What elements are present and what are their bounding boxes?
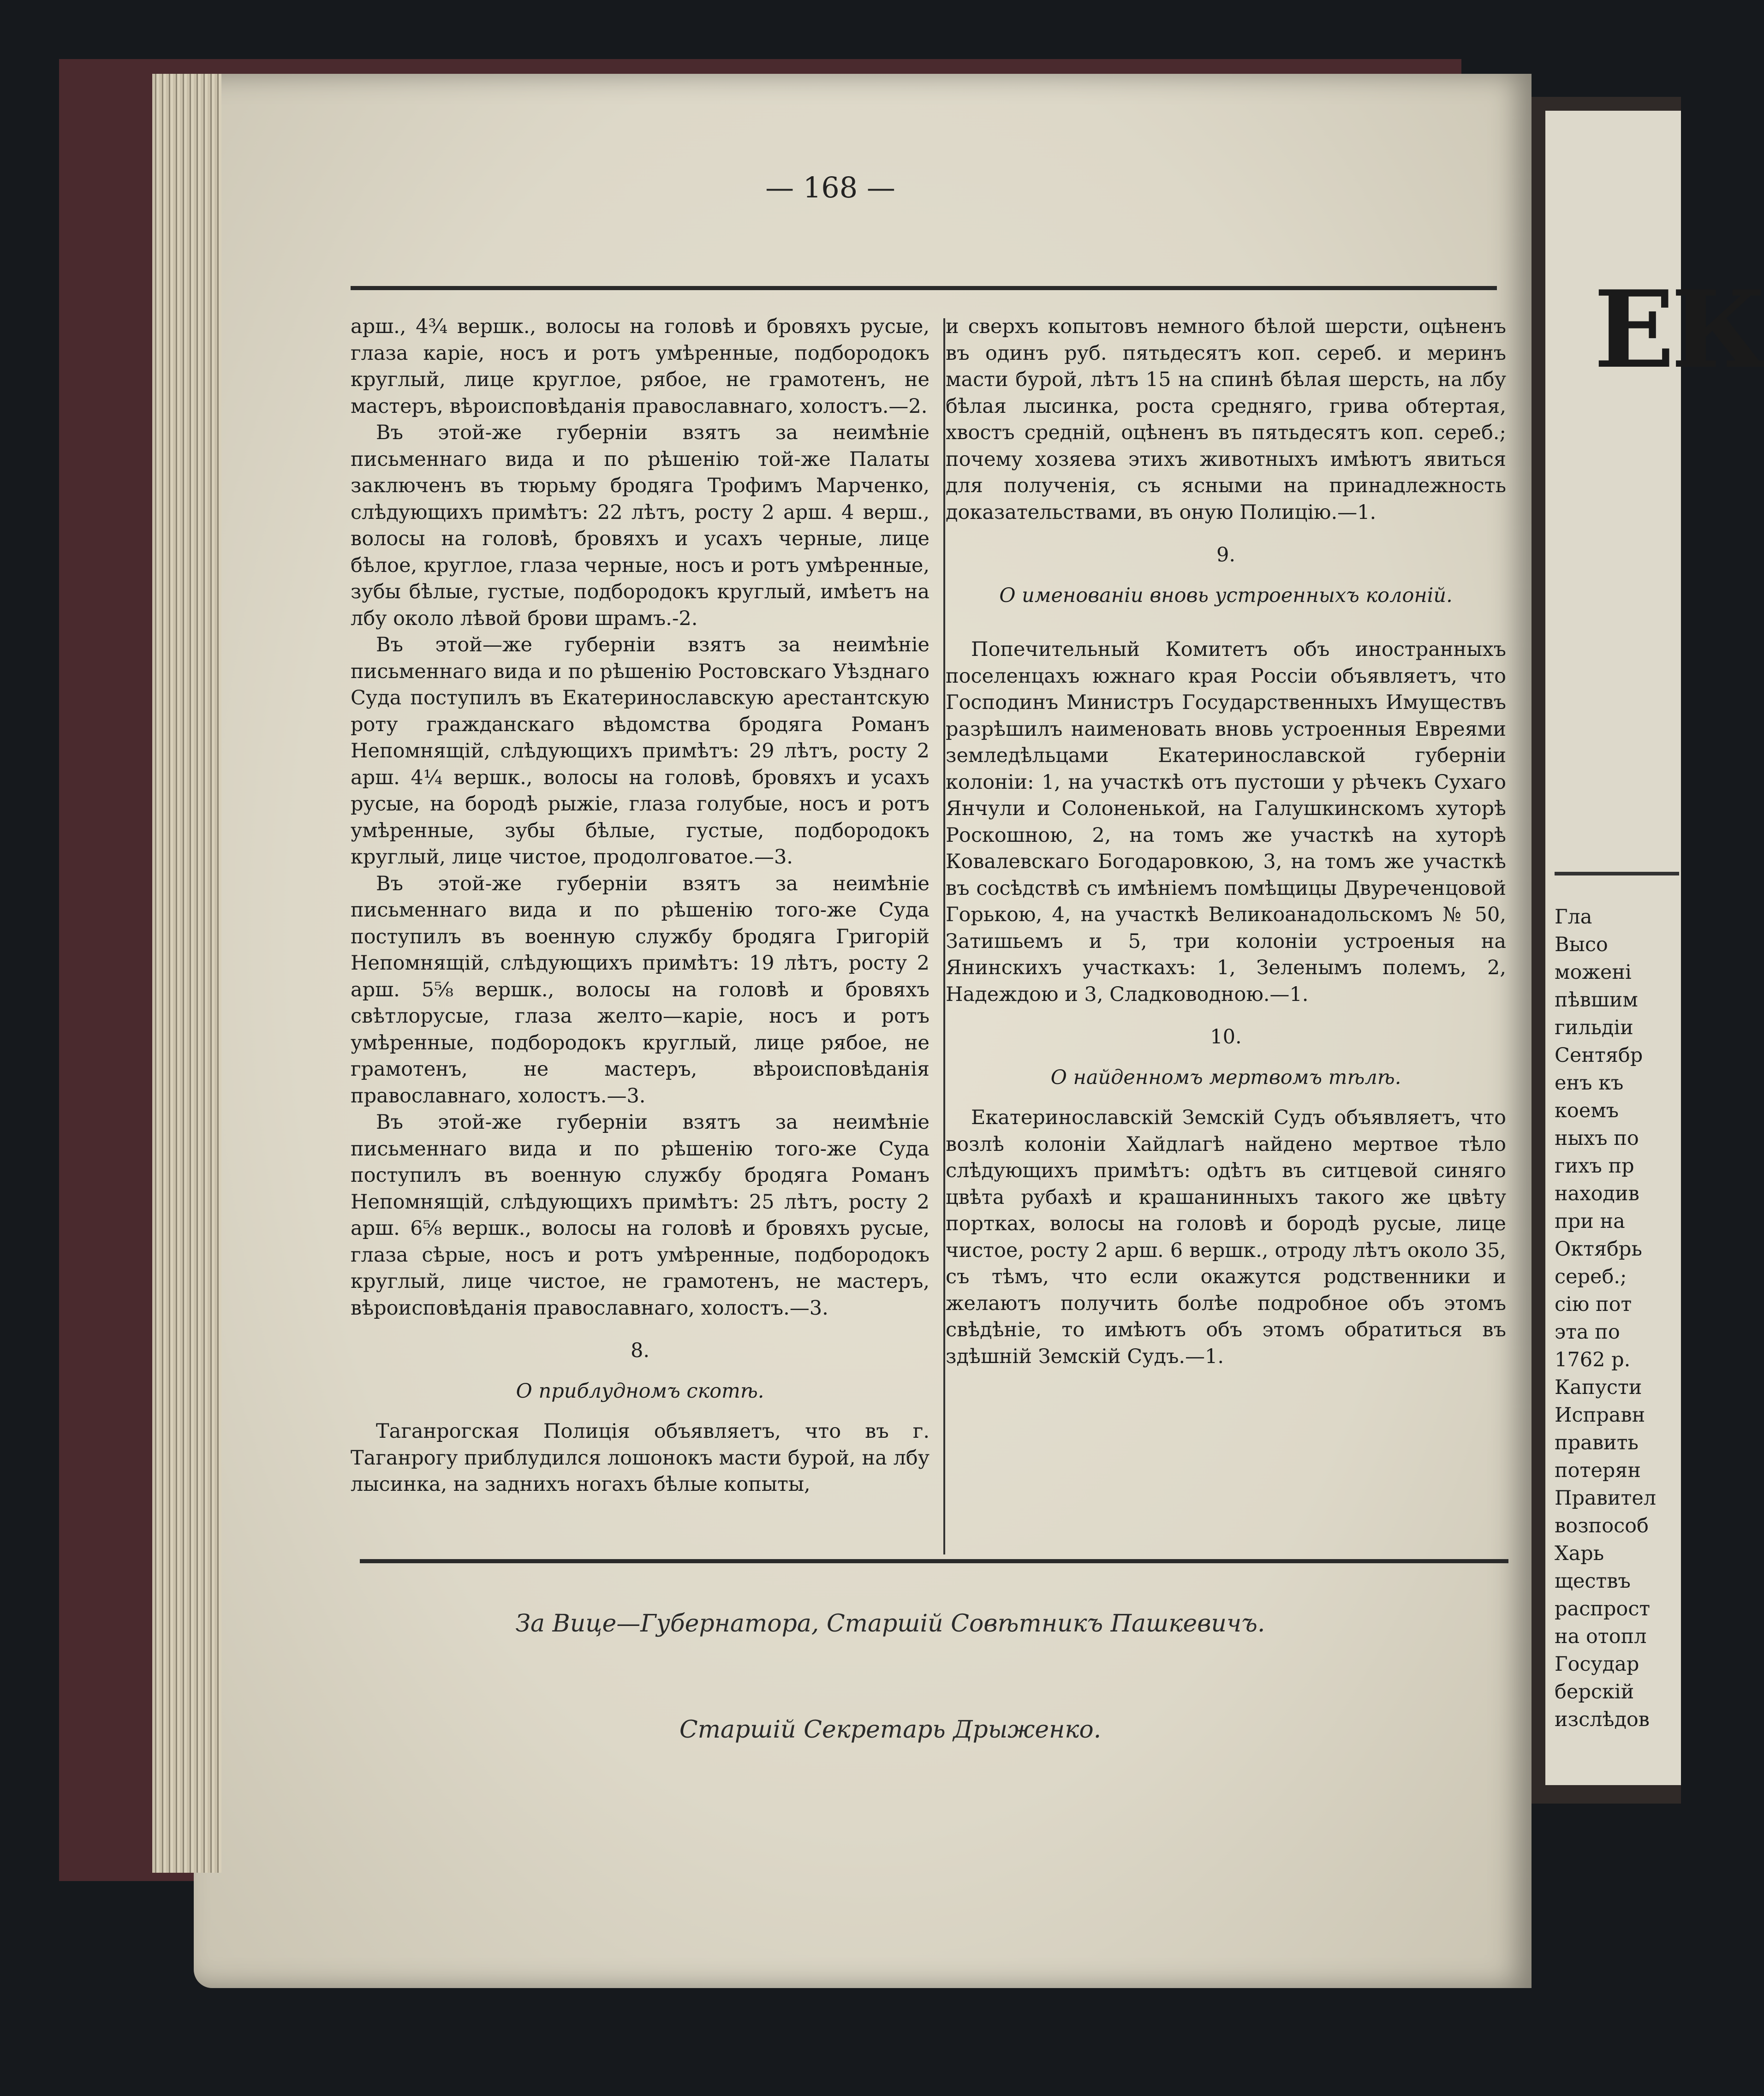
facing-page-line: возпособ bbox=[1555, 1514, 1649, 1537]
facing-page-line: Государ bbox=[1555, 1653, 1639, 1676]
top-rule bbox=[351, 286, 1497, 290]
bottom-rule bbox=[360, 1559, 1508, 1563]
column-divider bbox=[943, 318, 945, 1554]
section-8-number: 8. bbox=[630, 1339, 650, 1362]
facing-page-line: можені bbox=[1555, 961, 1632, 984]
facing-page bbox=[1545, 111, 1764, 1785]
facing-page-line: изслѣдов bbox=[1555, 1708, 1650, 1731]
facing-page-line: распрост bbox=[1555, 1597, 1651, 1620]
section-8-text: Таганрогская Полиція объявляетъ, что въ г. Таганрогу приблудился лошонокъ масти бурой, на лбу лысинка, на заднихъ ногахъ бѣлые копыты, bbox=[351, 1420, 930, 1496]
facing-page-line: гихъ пр bbox=[1555, 1155, 1634, 1178]
left-paragraph-1: арш., 4¾ вершк., волосы на головѣ и бровяхъ русые, глаза каріе, носъ и ротъ умѣренные, подбородокъ круглый, лице круглое, рябое, не грамотенъ, не мастеръ, вѣроисповѣданія православнаго, холостъ.—2. bbox=[351, 315, 930, 418]
left-paragraph-5: Въ этой-же губерніи взятъ за неимѣніе письменнаго вида и по рѣшенію того-же Суда поступилъ въ военную службу бродяга Романъ Непомнящій, слѣдующихъ примѣтъ: 25 лѣтъ, росту 2 арш. 6⅝ вершк., волосы на головѣ и бровяхъ русые, глаза сѣрые, носъ и ротъ умѣренные, подбородокъ круглый, лице чистое, не грамотенъ, не мастеръ, вѣроисповѣданія православнаго, холостъ.—3. bbox=[351, 1111, 930, 1320]
facing-page-line: коемъ bbox=[1555, 1099, 1619, 1122]
signature-vice-governor: За Вице—Губернатора, Старшій Совѣтникъ Пашкевичъ. bbox=[515, 1610, 1265, 1638]
left-paragraph-4: Въ этой-же губерніи взятъ за неимѣніе письменнаго вида и по рѣшенію того-же Суда поступилъ въ военную службу бродяга Григорій Непомнящій, слѣдующихъ примѣтъ: 19 лѣтъ, росту 2 арш. 5⅝ вершк., волосы на головѣ и бровяхъ свѣтлорусые, глаза желто—каріе, носъ и ротъ умѣренные, подбородокъ круглый, лице рябое, не грамотенъ, не мастеръ, вѣроисповѣданія православнаго, холостъ.—3. bbox=[351, 872, 930, 1108]
right-column bbox=[946, 314, 1506, 1370]
facing-page-line: править bbox=[1555, 1431, 1639, 1454]
facing-page-line: Сентябр bbox=[1555, 1044, 1643, 1067]
facing-page-line: при на bbox=[1555, 1210, 1625, 1233]
facing-page-line: находив bbox=[1555, 1182, 1639, 1205]
facing-page-line: Исправн bbox=[1555, 1404, 1645, 1427]
facing-page-line: гильдіи bbox=[1555, 1016, 1633, 1039]
facing-page-line: Октябрь bbox=[1555, 1238, 1642, 1261]
facing-page-line: Гла bbox=[1555, 905, 1592, 929]
facing-page-line: ныхъ по bbox=[1555, 1127, 1639, 1150]
facing-page-line: Капусти bbox=[1555, 1376, 1642, 1399]
section-10-heading: О найденномъ мертвомъ тѣлѣ. bbox=[1050, 1066, 1401, 1089]
section-10-number: 10. bbox=[1210, 1025, 1242, 1048]
left-column bbox=[351, 314, 930, 1498]
facing-page-line: потерян bbox=[1555, 1459, 1641, 1482]
page-number: — 168 — bbox=[765, 171, 895, 204]
facing-page-line: на отопл bbox=[1555, 1625, 1647, 1648]
section-9-text: Попечительный Комитетъ объ иностранныхъ поселенцахъ южнаго края Россіи объявляетъ, что Господинъ Министръ Государственныхъ Имуществъ разрѣшилъ наименовать вновь устроенныя Евреями земледѣльцами Екатеринославской губерніи колоніи: 1, на участкѣ отъ пустоши у рѣчекъ Сухаго Янчули и Солоненькой, на Галушкинскомъ хуторѣ Роскошною, 2, на томъ же участкѣ на хуторѣ Ковалевскаго Богодаровкою, 3, на томъ же участкѣ въ сосѣдствѣ съ имѣніемъ помѣщицы Двуреченцовой Горькою, 4, на участкѣ Великоанадольскомъ № 50, Затишьемъ и 5, три колоніи устроеныя на Янинскихъ участкахъ: 1, Зеленымъ полемъ, 2, Надеждою и 3, Сладководною.—1. bbox=[946, 638, 1506, 1006]
facing-page-line: Высо bbox=[1555, 933, 1608, 956]
facing-page-line: 1762 р. bbox=[1555, 1348, 1631, 1371]
signature-secretary: Старшій Секретарь Дрыженко. bbox=[679, 1716, 1102, 1744]
right-column-continuation: и сверхъ копытовъ немного бѣлой шерсти, оцѣненъ въ одинъ руб. пятьдесятъ коп. сереб. и меринъ масти бурой, лѣтъ 15 на спинѣ бѣлая шерсть, на лбу бѣлая лысинка, роста средняго, грива обтертая, хвостъ средній, оцѣненъ въ пятьдесятъ коп. сереб.; почему хозяева этихъ животныхъ имѣютъ явиться для полученія, съ ясными на принадлежность доказательствами, въ оную Полицію.—1. bbox=[946, 315, 1506, 524]
section-9-number: 9. bbox=[1216, 543, 1236, 566]
section-9-heading: О именованіи вновь устроенныхъ колоній. bbox=[999, 584, 1453, 607]
facing-page-line: эта по bbox=[1555, 1321, 1620, 1344]
facing-page-line: сію пот bbox=[1555, 1293, 1632, 1316]
facing-page-line: берскій bbox=[1555, 1680, 1634, 1703]
facing-page-line: енъ къ bbox=[1555, 1072, 1624, 1095]
facing-page-line: Харь bbox=[1555, 1542, 1604, 1565]
left-paragraph-3: Въ этой—же губерніи взятъ за неимѣніе письменнаго вида и по рѣшенію Ростовскаго Уѣзднаго Суда поступилъ въ Екатеринославскую арестантскую роту гражданскаго вѣдомства бродяга Романъ Непомнящій, слѣдующихъ примѣтъ: 29 лѣтъ, росту 2 арш. 4¼ вершк., волосы на головѣ, бровяхъ и усахъ русые, на бородѣ рыжіе, глаза голубые, носъ и ротъ умѣренные, зубы бѣлые, густые, подбородокъ круглый, лице чистое, продолговатое.—3. bbox=[351, 633, 930, 869]
facing-page-rule bbox=[1555, 872, 1679, 875]
facing-page-line: сереб.; bbox=[1555, 1265, 1627, 1288]
page-block-edge bbox=[152, 74, 221, 1873]
left-paragraph-2: Въ этой-же губерніи взятъ за неимѣніе письменнаго вида и по рѣшенію той-же Палаты заключенъ въ тюрьму бродяга Трофимъ Марченко, слѣдующихъ примѣтъ: 22 лѣтъ, росту 2 арш. 4 верш., волосы на головѣ, бровяхъ и усахъ черные, лице бѣлое, круглое, глаза черные, носъ и ротъ умѣренные, зубы бѣлые, густые, подбородокъ круглый, имѣетъ на лбу около лѣвой брови шрамъ.-2. bbox=[351, 421, 930, 630]
section-8-heading: О приблудномъ скотѣ. bbox=[516, 1379, 764, 1403]
facing-page-line: пѣвшим bbox=[1555, 988, 1638, 1012]
facing-page-line: Правител bbox=[1555, 1487, 1657, 1510]
facing-page-masthead: ЕК bbox=[1594, 268, 1764, 392]
facing-page-line: ществъ bbox=[1555, 1570, 1631, 1593]
section-10-text: Екатеринославскій Земскій Судъ объявляетъ, что возлѣ колоніи Хайдлагѣ найдено мертвое тѣло слѣдующихъ примѣтъ: одѣтъ въ ситцевой синяго цвѣта рубахѣ и крашанинныхъ такого же цвѣту портках, волосы на головѣ и бородѣ русые, лице чистое, росту 2 арш. 6 вершк., отроду лѣтъ около 35, съ тѣмъ, что если окажутся родственники и желаютъ получить болѣе подробное объ этомъ свѣдѣніе, то имѣютъ объ этомъ обратиться въ здѣшній Земскій Судъ.—1. bbox=[946, 1106, 1506, 1368]
